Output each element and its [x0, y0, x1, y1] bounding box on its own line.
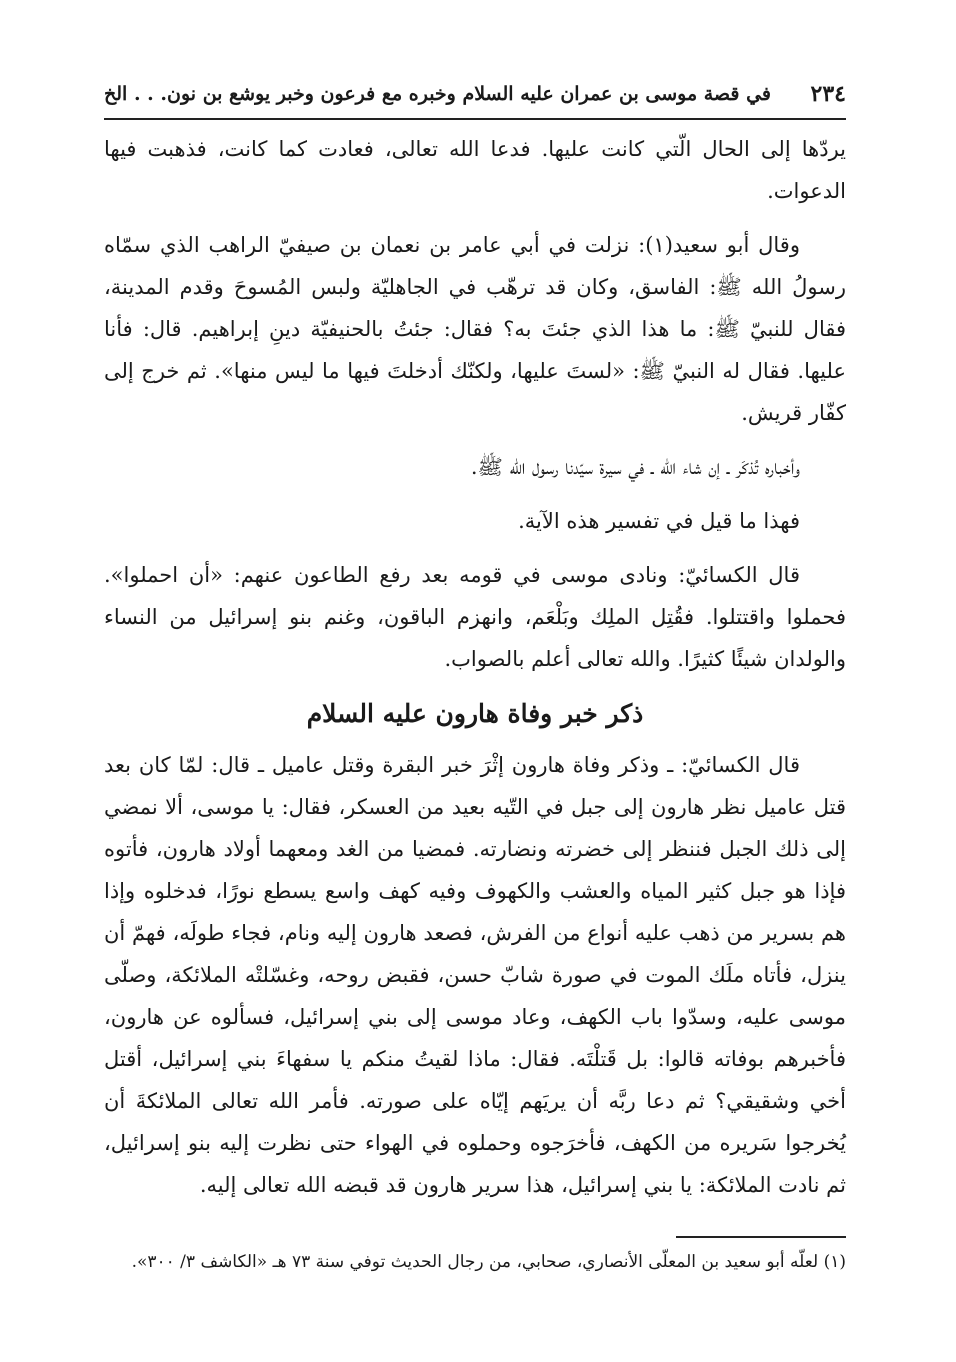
paragraph-6: قال الكسائيّ: ـ وذكر وفاة هارون إثْرَ خبر البقرة وقتل عاميل ـ قال: لمّا كان بعد قتل عاميل نظر هارون إلى جبل في التّيه بعيد من العسكر، فقال: يا موسى، ألا نمضي إلى ذلك الجبل فننظر إلى خضرته ونضارته. فمضيا من الغد ومعهما أولاد هارون، فأتوه فإذا هو جبل كثير المياه والعشب والكهوف وفيه كهف واسع يسطع نورًا، فدخلوه وإذا هم بسرير من ذهب عليه أنواع من الفرش، فصعد هارون إليه ونام، فجاء طولَه، فهمّ أن ينزل، فأتاه ملَك الموت في صورة شابّ حسن، فقبض روحه، وغسّلتْه الملائكة، وصلّى موسى عليه، وسدّوا باب الكهف، وعاد موسى إلى بني إسرائيل، فسألوه عن هارون، فأخبرهم بوفاته قالوا: بل قَتلْتَه. فقال: ماذا لقيتُ منكم يا سفهاءَ بني إسرائيل، أقتل أخي وشقيقي؟ ثم دعا ربَّه أن يريَهم إيّاه على صورته. فأمر الله تعالى الملائكةَ أن يُخرجوا سَريره من الكهف، فأخرَجوه وحملوه في الهواء حتى نظرت إليه بنو إسرائيل، ثم نادت الملائكة: يا بني إسرائيل، هذا سرير هارون قد قبضه الله تعالى إليه. [104, 753, 847, 1197]
running-header [104, 76, 846, 112]
footnote [104, 1246, 846, 1278]
page-number: ٢٣٤ [810, 81, 846, 107]
paragraph-5: قال الكسائيّ: ونادى موسى في قومه بعد رفع الطاعون عنهم: «أن احملوا». فحملوا واقتتلوا. فقُتِل الملِك وبَلْعَم، وانهزم الباقون، وغنم بنو إسرائيل من النساء والولدان شيئًا كثيرًا. والله تعالى أعلم بالصواب. [104, 563, 846, 671]
header-rule [104, 118, 846, 120]
paragraph-2: وقال أبو سعيد(١): نزلت في أبي عامر بن نعمان بن صيفيّ الراهب الذي سمّاه رسولُ الله ﷺ: الفاسق، وكان قد ترهّب في الجاهليّة ولبس المُسوحَ وقدم المدينة، فقال للنبيّ ﷺ: ما هذا الذي جئتَ به؟ فقال: جئتُ بالحنيفيّة دينِ إبراهيم. قال: فأنا عليها. فقال له النبيّ ﷺ: «لستَ عليها، ولكنّك أدخلتَ فيها ما ليس منها». ثم خرج إلى كفّار قريش. [104, 233, 846, 425]
section-heading: ذكر خبر وفاة هارون عليه السلام [306, 699, 644, 728]
paragraph-4: فهذا ما قيل في تفسير هذه الآية. [518, 509, 800, 533]
paragraph-1: يردّها إلى الحال الّتي كانت عليها. فدعا الله تعالى، فعادت كما كانت، فذهبت فيها الدعوات. [104, 137, 846, 203]
paragraph-3: وأخباره تُذكَر ـ إن شاء الله ـ في سيرة سيّدنا رسول الله ﷺ. [470, 455, 800, 479]
footnote-rule [676, 1236, 846, 1238]
footnote-1: (١) لعلّه أبو سعيد بن المعلّى الأنصاري، صحابي، من رجال الحديث توفي سنة ٧٣ هـ «الكاشف ٣/ ٣٠٠». [131, 1252, 846, 1272]
running-title: في قصة موسى بن عمران عليه السلام وخبره مع فرعون وخبر يوشع بن نون. . . الخ [104, 83, 772, 105]
main-text [104, 128, 846, 1206]
